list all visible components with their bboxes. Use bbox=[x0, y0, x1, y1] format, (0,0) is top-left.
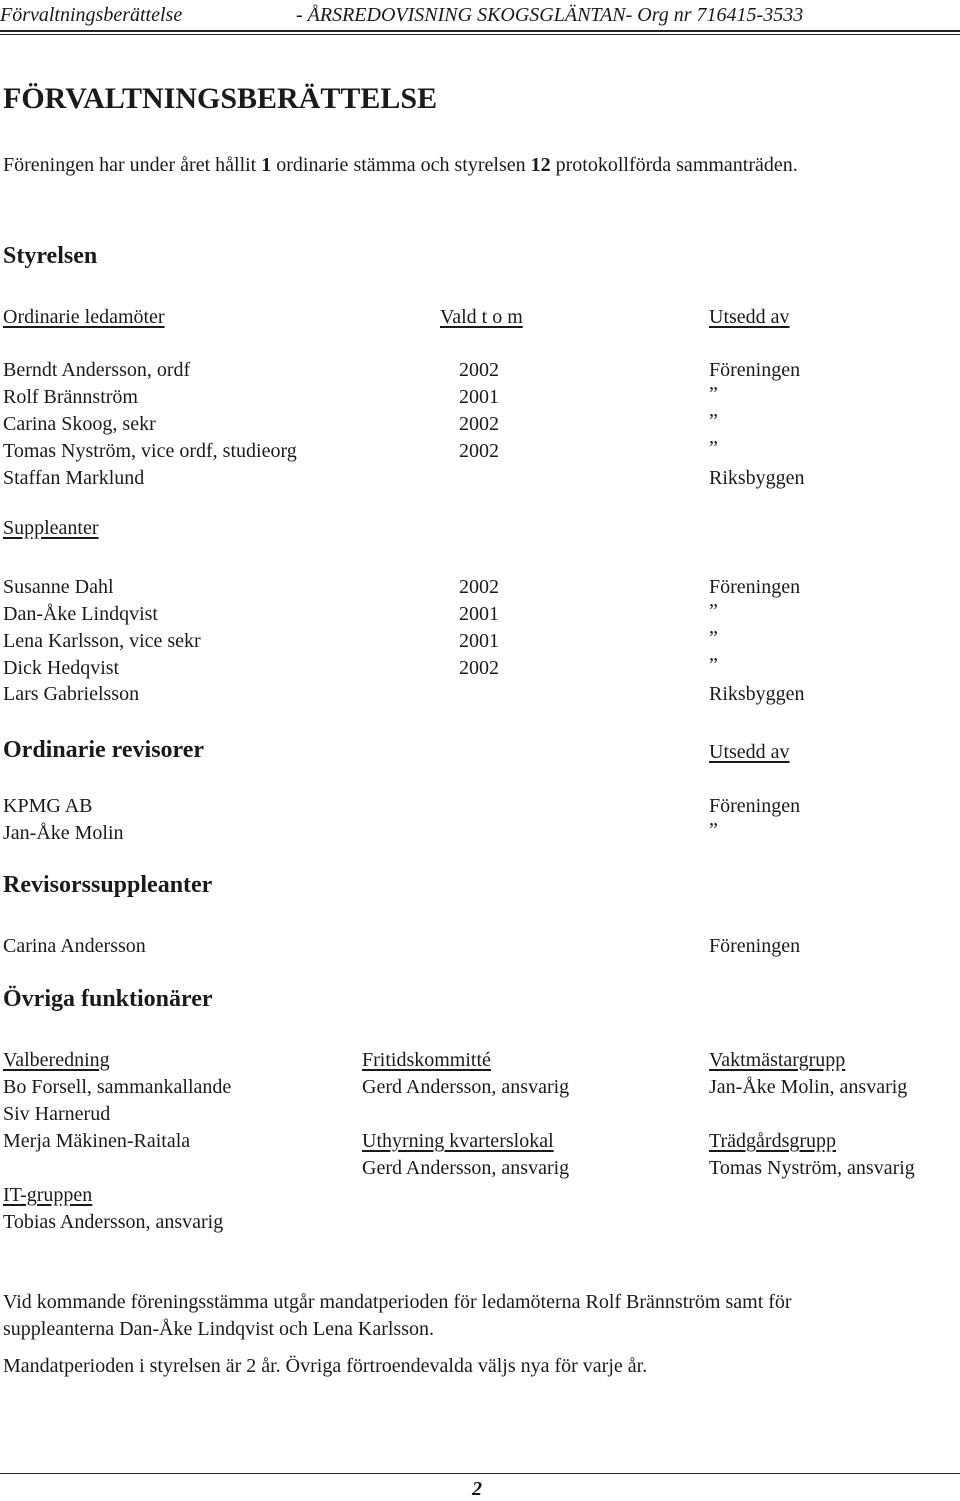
valberedning-member: Bo Forsell, sammankallande bbox=[3, 1076, 232, 1098]
board-heading: Styrelsen bbox=[3, 243, 98, 269]
col-elected-header: Vald t o m bbox=[440, 306, 523, 328]
header-right: - ÅRSREDOVISNING SKOGSGLÄNTAN- Org nr 716415-3533 bbox=[296, 4, 804, 26]
board-member-appointed-by: ” bbox=[709, 437, 718, 459]
page-title: FÖRVALTNINGSBERÄTTELSE bbox=[3, 82, 438, 115]
deputy-year: 2001 bbox=[459, 630, 499, 652]
auditor-name: KPMG AB bbox=[3, 795, 93, 817]
auditor-appointed-by: ” bbox=[709, 819, 718, 841]
deputy-appointed-by: ” bbox=[709, 654, 718, 676]
board-member-year: 2001 bbox=[459, 386, 499, 408]
it-member: Tobias Andersson, ansvarig bbox=[3, 1211, 224, 1233]
it-title: IT-gruppen bbox=[3, 1184, 93, 1206]
auditor-appointed-by: Föreningen bbox=[709, 795, 801, 817]
closing-line-2: suppleanterna Dan-Åke Lindqvist och Lena Karlsson. bbox=[3, 1318, 434, 1340]
header-left: Förvaltningsberättelse bbox=[0, 4, 183, 26]
page-header bbox=[0, 2, 960, 32]
page-number: 2 bbox=[472, 1478, 482, 1500]
intro-text-1: Föreningen har under året hållit bbox=[3, 154, 262, 176]
fritid-title: Fritidskommitté bbox=[362, 1049, 491, 1071]
deputy-name: Dick Hedqvist bbox=[3, 657, 120, 679]
deputy-name: Lars Gabrielsson bbox=[3, 683, 140, 705]
deputy-year: 2002 bbox=[459, 576, 499, 598]
board-member-appointed-by: ” bbox=[709, 410, 718, 432]
board-member-appointed-by: ” bbox=[709, 383, 718, 405]
board-member-year: 2002 bbox=[459, 440, 499, 462]
intro-paragraph bbox=[3, 153, 798, 177]
col-appointed-header: Utsedd av bbox=[709, 306, 790, 328]
deputy-appointed-by: Riksbyggen bbox=[709, 683, 805, 705]
intro-meetings-count: 1 bbox=[261, 154, 272, 176]
tradgard-title: Trädgårdsgrupp bbox=[709, 1130, 837, 1152]
deputy-appointed-by: Föreningen bbox=[709, 576, 801, 598]
board-member-name: Berndt Andersson, ordf bbox=[3, 359, 191, 381]
deputy-auditors-heading: Revisorssuppleanter bbox=[3, 872, 213, 898]
deputy-appointed-by: ” bbox=[709, 627, 718, 649]
valberedning-member: Siv Harnerud bbox=[3, 1103, 111, 1125]
board-member-name: Tomas Nyström, vice ordf, studieorg bbox=[3, 440, 297, 462]
board-member-appointed-by: Riksbyggen bbox=[709, 467, 805, 489]
intro-board-meetings-count: 12 bbox=[530, 154, 551, 176]
intro-text-2: ordinarie stämma och styrelsen bbox=[271, 154, 531, 176]
fritid-member: Gerd Andersson, ansvarig bbox=[362, 1076, 570, 1098]
header-rule-thin bbox=[0, 34, 960, 35]
valberedning-title: Valberedning bbox=[3, 1049, 110, 1071]
other-officials-heading: Övriga funktionärer bbox=[3, 986, 213, 1012]
deputies-heading: Suppleanter bbox=[3, 517, 99, 539]
closing-line-1: Vid kommande föreningsstämma utgår mandatperioden för ledamöterna Rolf Brännström samt för bbox=[3, 1291, 792, 1313]
board-member-name: Carina Skoog, sekr bbox=[3, 413, 156, 435]
valberedning-member: Merja Mäkinen-Raitala bbox=[3, 1130, 191, 1152]
deputy-year: 2002 bbox=[459, 657, 499, 679]
auditors-heading: Ordinarie revisorer bbox=[3, 737, 205, 763]
col-members-header: Ordinarie ledamöter bbox=[3, 306, 165, 328]
header-rule bbox=[0, 30, 960, 32]
board-member-appointed-by: Föreningen bbox=[709, 359, 801, 381]
deputy-auditor-appointed-by: Föreningen bbox=[709, 935, 801, 957]
vakt-member: Jan-Åke Molin, ansvarig bbox=[709, 1076, 908, 1098]
board-member-name: Staffan Marklund bbox=[3, 467, 145, 489]
auditor-name: Jan-Åke Molin bbox=[3, 822, 124, 844]
footer-rule bbox=[0, 1473, 960, 1474]
deputy-name: Dan-Åke Lindqvist bbox=[3, 603, 158, 625]
auditors-appointed-header: Utsedd av bbox=[709, 741, 790, 763]
deputy-name: Lena Karlsson, vice sekr bbox=[3, 630, 201, 652]
deputy-year: 2001 bbox=[459, 603, 499, 625]
board-member-year: 2002 bbox=[459, 359, 499, 381]
uthyrning-title: Uthyrning kvarterslokal bbox=[362, 1130, 554, 1152]
deputy-appointed-by: ” bbox=[709, 600, 718, 622]
intro-text-3: protokollförda sammanträden. bbox=[550, 154, 798, 176]
board-member-year: 2002 bbox=[459, 413, 499, 435]
closing-line-3: Mandatperioden i styrelsen är 2 år. Övriga förtroendevalda väljs nya för varje år. bbox=[3, 1355, 648, 1377]
board-member-name: Rolf Brännström bbox=[3, 386, 138, 408]
tradgard-member: Tomas Nyström, ansvarig bbox=[709, 1157, 915, 1179]
deputy-name: Susanne Dahl bbox=[3, 576, 114, 598]
deputy-auditor-name: Carina Andersson bbox=[3, 935, 146, 957]
uthyrning-member: Gerd Andersson, ansvarig bbox=[362, 1157, 570, 1179]
vakt-title: Vaktmästargrupp bbox=[709, 1049, 846, 1071]
